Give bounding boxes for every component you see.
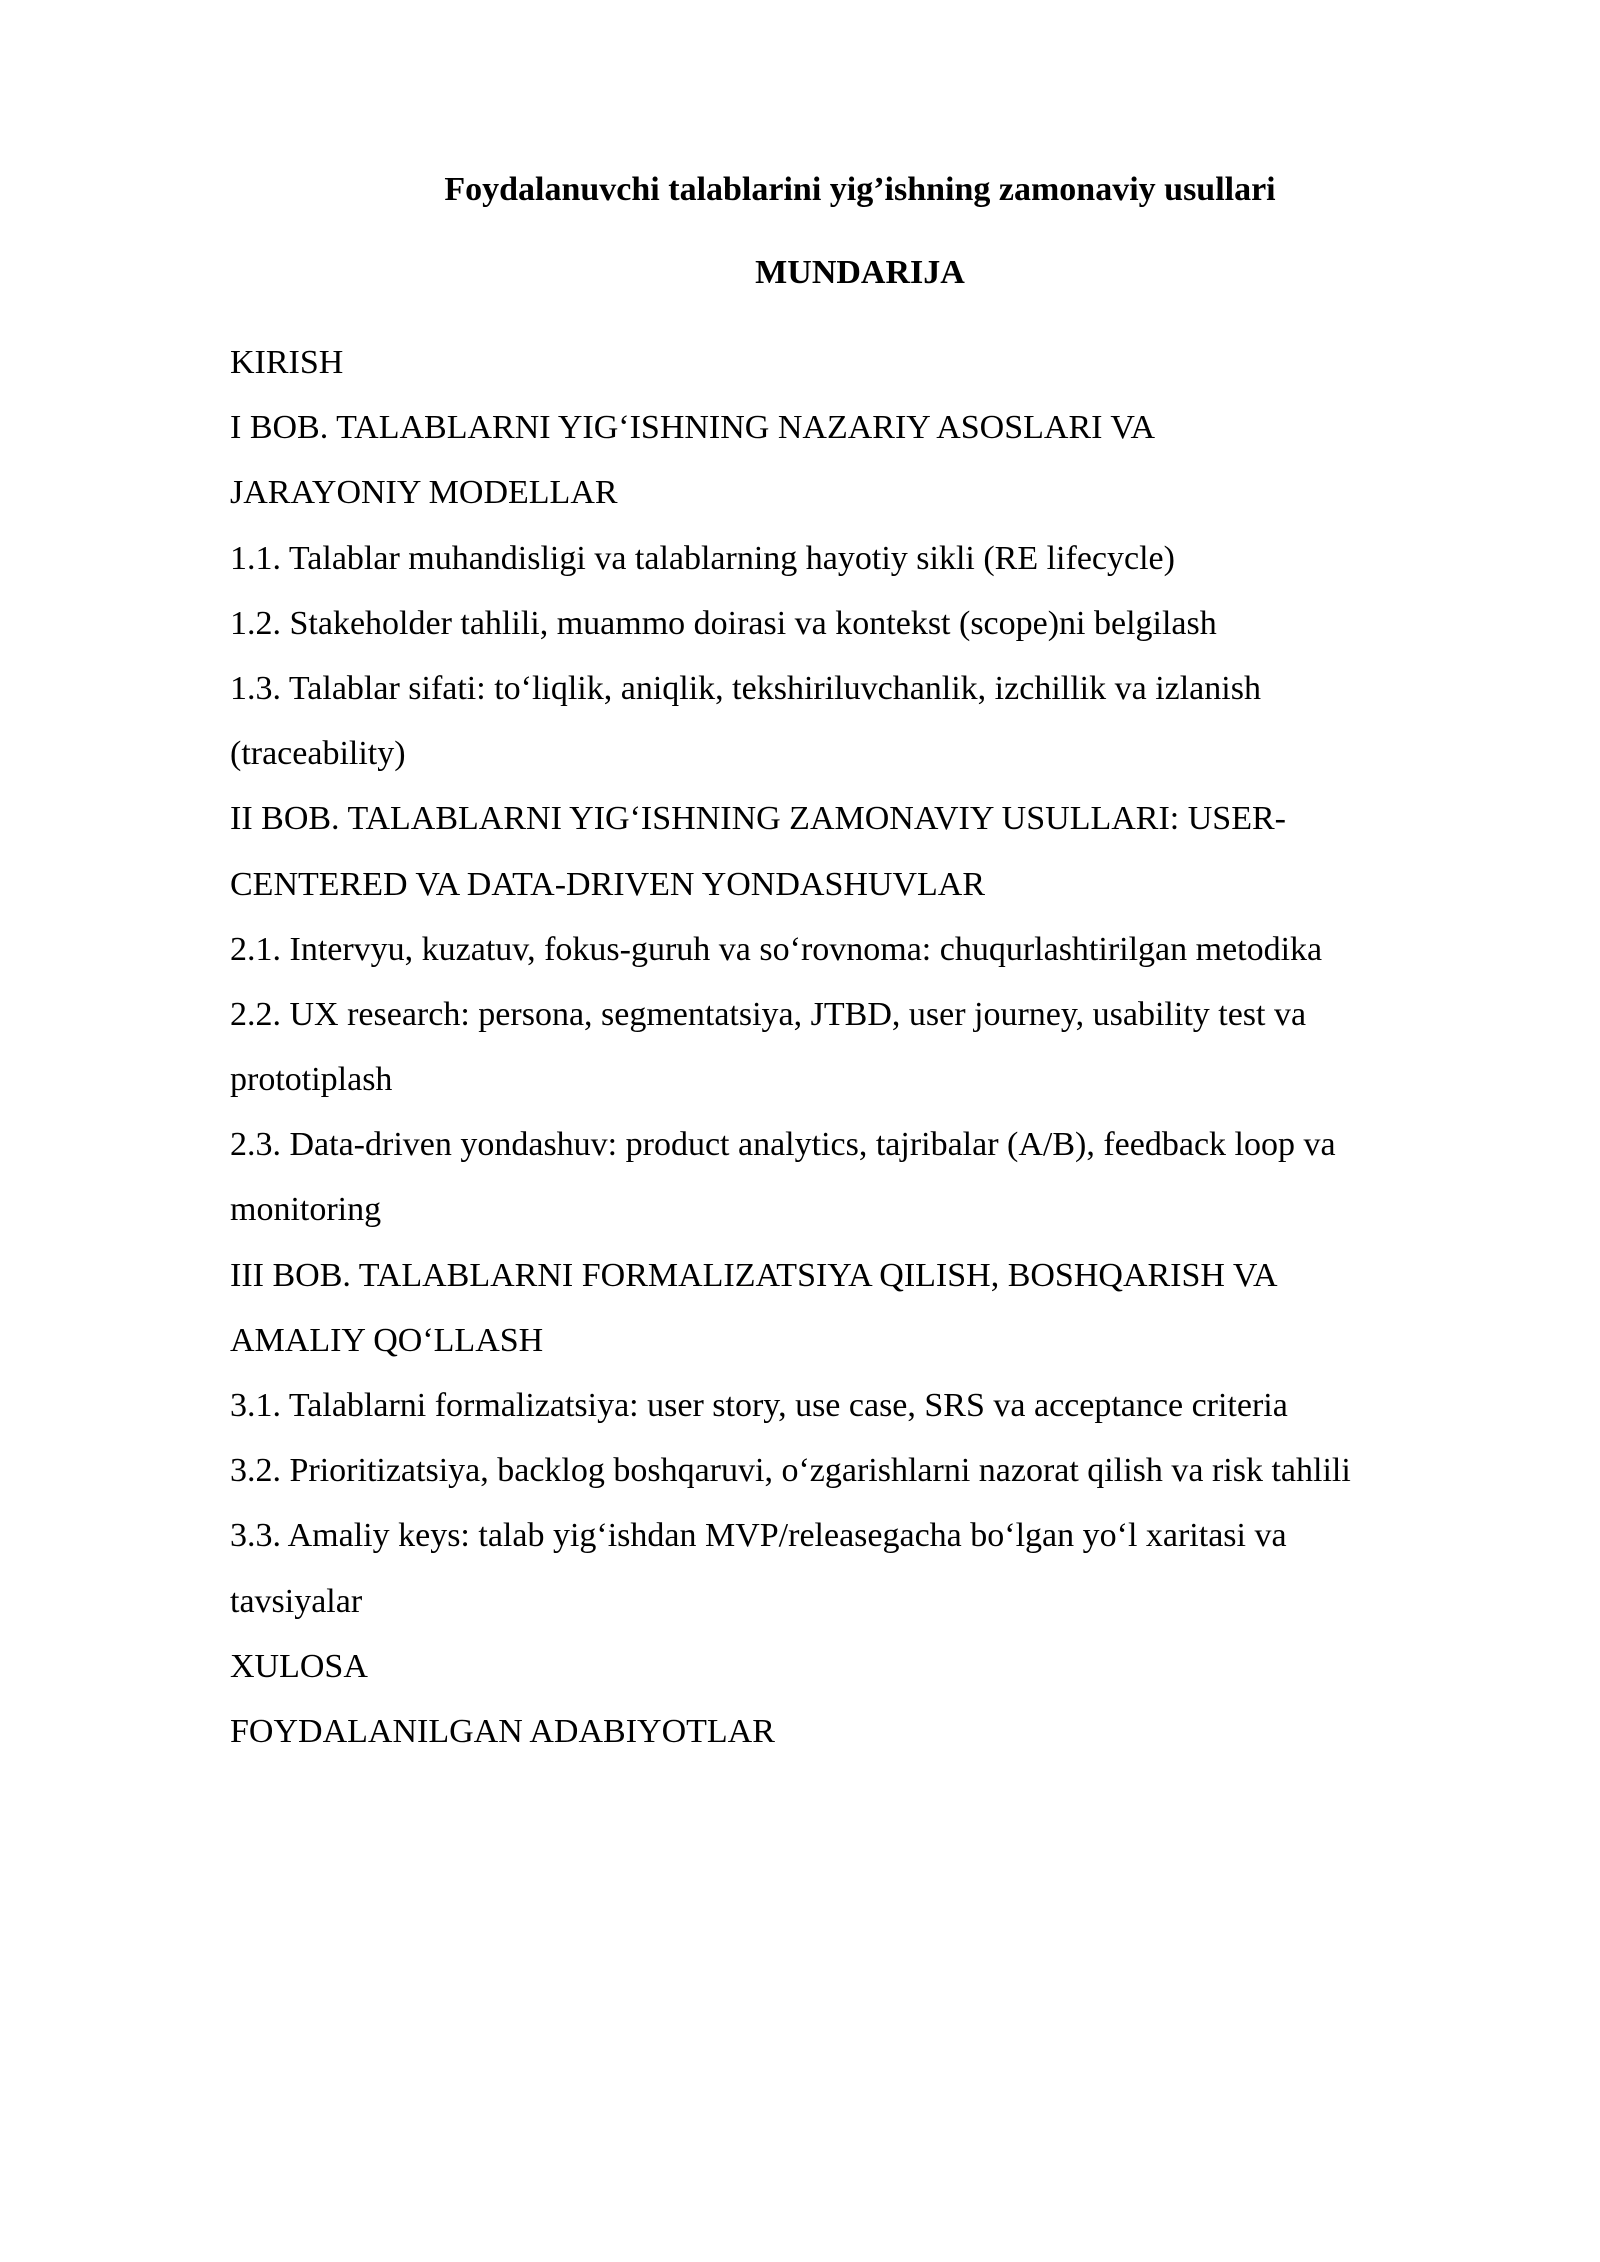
toc-item-adabiyotlar: FOYDALANILGAN ADABIYOTLAR <box>230 1712 775 1750</box>
toc-section-3-2: 3.2. Prioritizatsiya, backlog boshqaruvi, oʻzgarishlarni nazorat qilish va risk tahlili <box>230 1452 1351 1490</box>
toc-chapter-3-title: III BOB. TALABLARNI FORMALIZATSIYA QILISH, BOSHQARISH VA <box>230 1256 1278 1294</box>
toc-section-2-3: 2.3. Data-driven yondashuv: product analytics, tajribalar (A/B), feedback loop va <box>230 1126 1336 1164</box>
toc-section-1-2: 1.2. Stakeholder tahlili, muammo doirasi va kontekst (scope)ni belgilash <box>230 604 1217 642</box>
toc-section-1-3-cont: (traceability) <box>230 735 406 773</box>
toc-chapter-2-title-cont: CENTERED VA DATA-DRIVEN YONDASHUVLAR <box>230 865 986 903</box>
toc-item-kirish: KIRISH <box>230 344 344 381</box>
toc-section-2-3-cont: monitoring <box>230 1191 382 1229</box>
toc-section-3-1: 3.1. Talablarni formalizatsiya: user story, use case, SRS va acceptance criteria <box>230 1387 1288 1424</box>
toc-item-xulosa: XULOSA <box>230 1647 368 1685</box>
toc-section-2-2: 2.2. UX research: persona, segmentatsiya, JTBD, user journey, usability test va <box>230 995 1307 1033</box>
toc-section-3-3: 3.3. Amaliy keys: talab yigʻishdan MVP/releasegacha boʻlgan yoʻl xaritasi va <box>230 1517 1287 1555</box>
table-of-contents <box>230 330 1530 1764</box>
toc-section-1-3: 1.3. Talablar sifati: toʻliqlik, aniqlik, tekshiriluvchanlik, izchillik va izlanish <box>230 669 1261 707</box>
toc-chapter-2-title: II BOB. TALABLARNI YIGʻISHNING ZAMONAVIY USULLARI: USER- <box>230 800 1286 838</box>
document-title: Foydalanuvchi talablarini yig’ishning zamonaviy usullari <box>444 171 1276 208</box>
toc-chapter-1-title-cont: JARAYONIY MODELLAR <box>230 474 618 512</box>
toc-heading: MUNDARIJA <box>755 254 965 291</box>
toc-section-3-3-cont: tavsiyalar <box>230 1582 363 1620</box>
toc-section-2-2-cont: prototiplash <box>230 1061 393 1099</box>
toc-chapter-1-title: I BOB. TALABLARNI YIGʻISHNING NAZARIY ASOSLARI VA <box>230 409 1156 447</box>
toc-section-2-1: 2.1. Intervyu, kuzatuv, fokus-guruh va soʻrovnoma: chuqurlashtirilgan metodika <box>230 930 1323 968</box>
toc-section-1-1: 1.1. Talablar muhandisligi va talablarning hayotiy sikli (RE lifecycle) <box>230 539 1175 577</box>
toc-chapter-3-title-cont: AMALIY QOʻLLASH <box>230 1321 544 1359</box>
